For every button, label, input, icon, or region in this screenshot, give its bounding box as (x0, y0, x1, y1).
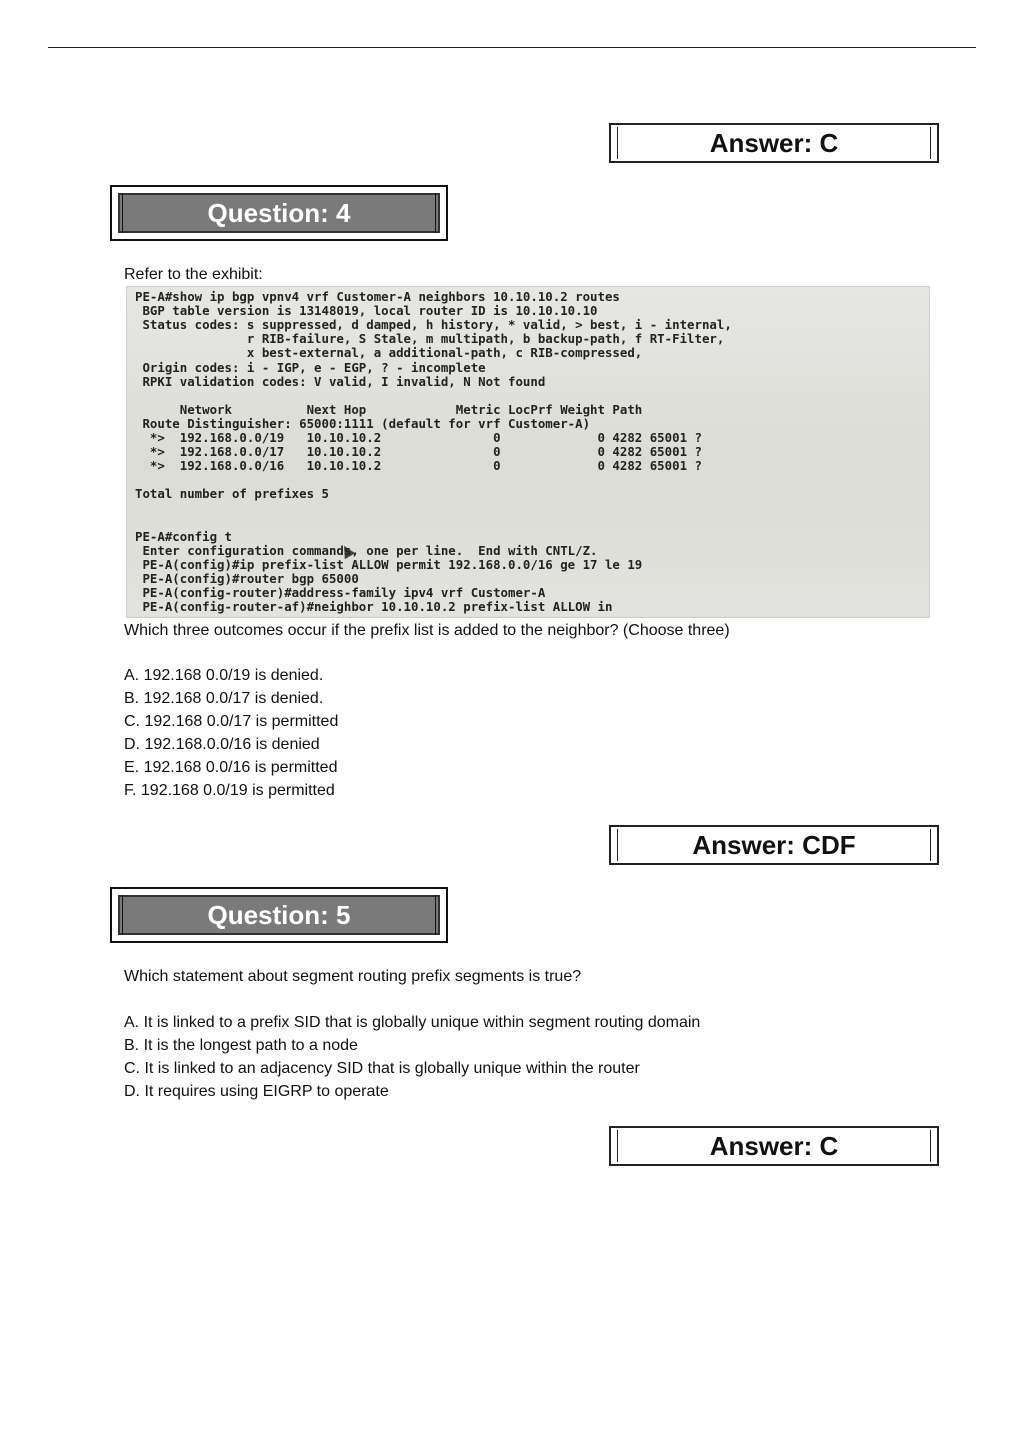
option-a: A. It is linked to a prefix SID that is globally unique within segment routing domain (124, 1014, 701, 1031)
exhibit-line: Network Next Hop Metric LocPrf Weight Path (135, 401, 643, 417)
answer-box-q3 (609, 123, 939, 163)
option-d: D. It requires using EIGRP to operate (124, 1083, 389, 1100)
option-d: D. 192.168.0.0/16 is denied (124, 736, 320, 753)
exhibit-line: *> 192.168.0.0/19 10.10.10.2 0 0 4282 65001 ? (135, 430, 702, 445)
header-rule (48, 47, 976, 48)
exhibit-line: Enter configuration commands, one per line. End with CNTL/Z. (135, 542, 598, 558)
answer-label: Answer: CDF (692, 829, 856, 860)
exhibit-line: PE-A#config t (135, 528, 232, 544)
question-heading-5 (110, 887, 448, 943)
exhibit-line: x best-external, a additional-path, c RIB-compressed, (135, 345, 643, 361)
question-title: Question: 4 (207, 197, 351, 228)
exhibit-line: *> 192.168.0.0/16 10.10.10.2 0 0 4282 65001 ? (135, 458, 702, 474)
question-5-prompt: Which statement about segment routing prefix segments is true? (124, 968, 582, 985)
exhibit-line: *> 192.168.0.0/17 10.10.10.2 0 0 4282 65001 ? (135, 444, 702, 460)
exhibit-line: PE-A(config-router-af)#neighbor 10.10.10.2 prefix-list ALLOW in (135, 599, 613, 615)
option-b: B. 192.168 0.0/17 is denied. (124, 690, 324, 707)
exhibit-intro: Refer to the exhibit: (124, 266, 263, 283)
option-e: E. 192.168 0.0/16 is permitted (124, 759, 338, 776)
question-4-prompt: Which three outcomes occur if the prefix list is added to the neighbor? (Choose three) (124, 622, 730, 639)
exhibit-line: Route Distinguisher: 65000:1111 (default for vrf Customer-A) (135, 415, 591, 431)
answer-label: Answer: C (709, 1130, 839, 1161)
exhibit-line: r RIB-failure, S Stale, m multipath, b backup-path, f RT-Filter, (135, 331, 725, 347)
option-a: A. 192.168 0.0/19 is denied. (124, 667, 324, 684)
question-heading-4 (110, 185, 448, 241)
option-f: F. 192.168 0.0/19 is permitted (124, 782, 335, 799)
option-b: B. It is the longest path to a node (124, 1037, 358, 1054)
exhibit-line: PE-A(config)#router bgp 65000 (135, 571, 359, 586)
exhibit-line: PE-A(config)#ip prefix-list ALLOW permit 192.168.0.0/16 ge 17 le 19 (135, 556, 643, 572)
exhibit-line: Origin codes: i - IGP, e - EGP, ? - incomplete (135, 359, 486, 375)
exhibit-line: BGP table version is 13148019, local router ID is 10.10.10.10 (135, 303, 598, 319)
answer-box-q4 (609, 825, 939, 865)
question-title: Question: 5 (207, 899, 351, 930)
exhibit-line: RPKI validation codes: V valid, I invalid, N Not found (135, 373, 546, 389)
exhibit-line: Status codes: s suppressed, d damped, h history, * valid, > best, i - internal, (135, 317, 732, 333)
exhibit-line: PE-A#show ip bgp vpnv4 vrf Customer-A neighbors 10.10.10.2 routes (135, 289, 620, 304)
answer-box-q5 (609, 1126, 939, 1166)
question-4-options (124, 664, 338, 802)
exhibit-terminal-screenshot (126, 286, 930, 618)
exhibit-line: Total number of prefixes 5 (135, 486, 329, 502)
answer-label: Answer: C (709, 127, 839, 158)
option-c: C. 192.168 0.0/17 is permitted (124, 713, 339, 730)
question-5-options (124, 1011, 700, 1103)
exhibit-line: PE-A(config-router)#address-family ipv4 vrf Customer-A (135, 585, 546, 601)
option-c: C. It is linked to an adjacency SID that is globally unique within the router (124, 1060, 640, 1077)
